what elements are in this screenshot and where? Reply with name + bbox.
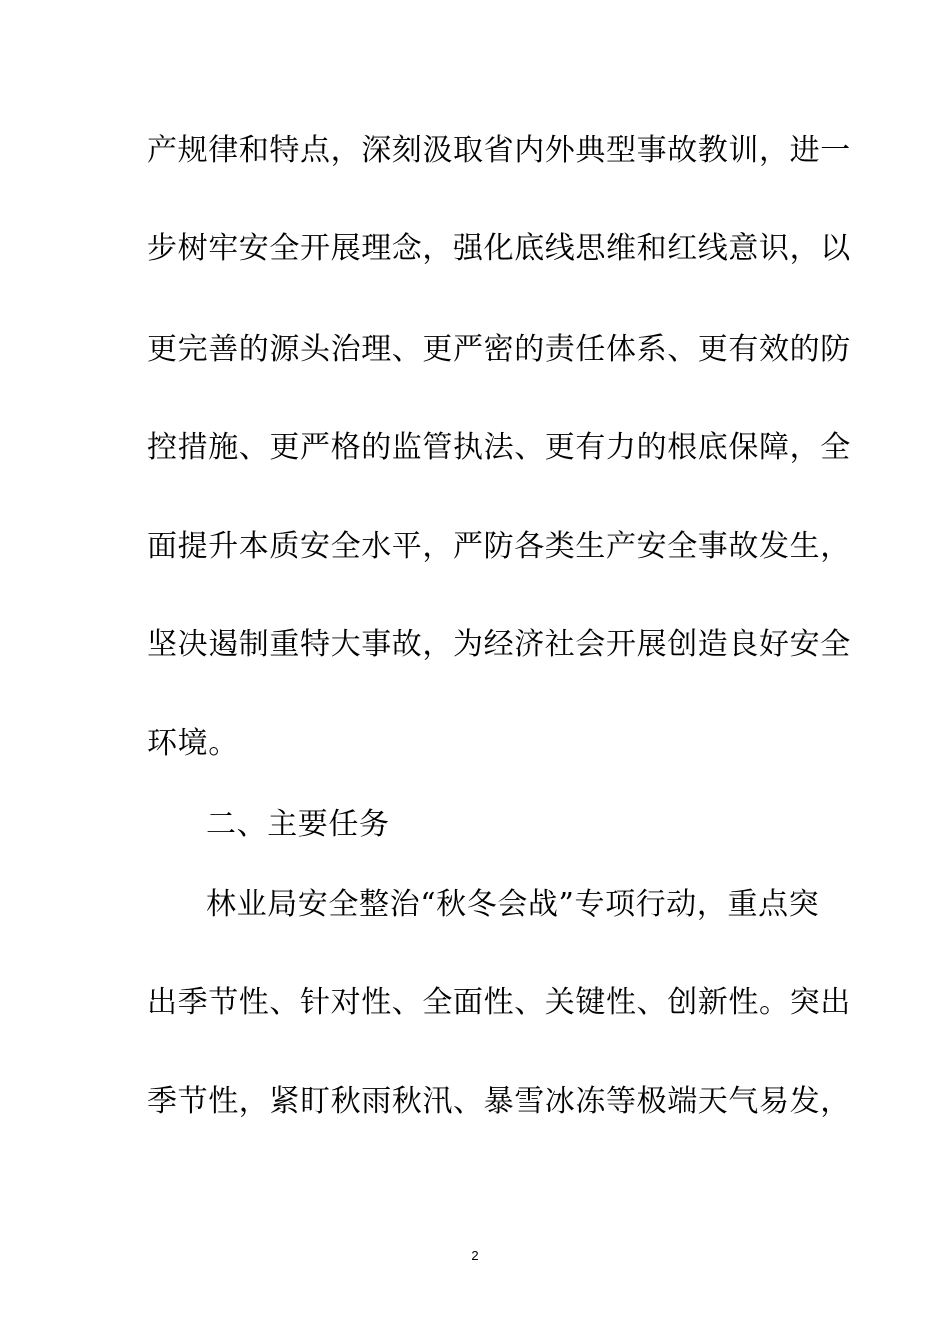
body-text-line: 坚决遏制重特大事故，为经济社会开展创造良好安全 (147, 627, 851, 662)
body-text-line: 控措施、更严格的监管执法、更有力的根底保障，全 (147, 430, 851, 465)
page-number: 2 (471, 1248, 479, 1263)
body-text-line: 更完善的源头治理、更严密的责任体系、更有效的防 (147, 332, 851, 367)
body-text-line: 面提升本质安全水平，严防各类生产安全事故发生， (147, 529, 851, 564)
body-text-line: 步树牢安全开展理念，强化底线思维和红线意识，以 (147, 231, 851, 266)
body-text-line: 环境。 (147, 726, 239, 761)
section-heading: 二、主要任务 (206, 807, 390, 842)
body-text-line: 林业局安全整治“秋冬会战”专项行动，重点突 (206, 887, 820, 922)
body-text-line: 产规律和特点，深刻汲取省内外典型事故教训，进一 (147, 133, 851, 168)
body-text-line: 季节性，紧盯秋雨秋汛、暴雪冰冻等极端天气易发， (147, 1084, 851, 1119)
body-text-line: 出季节性、针对性、全面性、关键性、创新性。突出 (147, 985, 851, 1020)
